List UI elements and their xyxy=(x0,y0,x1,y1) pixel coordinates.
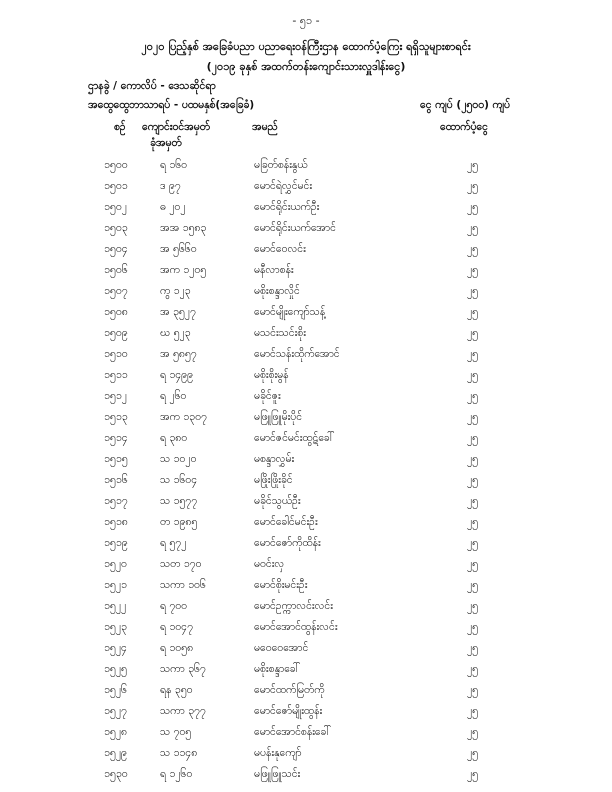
table-row xyxy=(0,409,612,430)
row-number: ၁၅၀၀ xyxy=(104,159,128,171)
table-row xyxy=(0,430,612,451)
row-school-id: အ ၅၆၆၀ xyxy=(160,243,197,255)
row-name: မဝင်းလှ xyxy=(254,558,285,570)
row-number: ၁၅၂၆ xyxy=(104,684,127,696)
document-subtitle: (၂၀၁၉ ခုနှစ် အထက်တန်းကျောင်းသားလှူဒါန်းငွေ) xyxy=(206,60,406,73)
table-row xyxy=(0,577,612,598)
row-name: မစန္ဒာလွှမ်း xyxy=(254,453,295,465)
row-number: ၁၅၁၇ xyxy=(104,495,128,507)
row-number: ၁၅၃၀ xyxy=(104,768,128,780)
row-amount: ၂၅ xyxy=(467,243,479,255)
section-label: အထွေထွေဘာသာရပ် - ပထမနှစ်(အခြေခံ) xyxy=(88,99,255,111)
row-name: မောင်စိုးမင်းဦး xyxy=(254,579,308,591)
row-amount: ၂၅ xyxy=(467,453,479,465)
row-number: ၁၅၂၈ xyxy=(104,726,127,738)
row-name: မစိုးစန္ဒာခေါ် xyxy=(254,663,301,675)
column-header-amount: ထောက်ပံ့ငွေ xyxy=(440,121,488,133)
row-amount: ၂၅ xyxy=(467,411,479,423)
row-name: မောင်ဇော်မျိုးထွန်း xyxy=(254,705,323,717)
table-row xyxy=(0,535,612,556)
row-number: ၁၅၀၆ xyxy=(104,264,128,276)
row-amount: ၂၅ xyxy=(467,474,479,486)
row-amount: ၂၅ xyxy=(467,348,479,360)
row-name: မောင်ဝေလင်း xyxy=(254,243,306,255)
row-school-id: ဃ ၅၂၃ xyxy=(160,327,191,339)
row-number: ၁၅၁၄ xyxy=(104,432,128,444)
row-amount: ၂၅ xyxy=(467,558,479,570)
row-number: ၁၅၁၉ xyxy=(104,537,128,549)
recipient-list xyxy=(0,157,612,787)
row-number: ၁၅၂၅ xyxy=(104,663,127,675)
row-school-id: တ ၁၉၈၅ xyxy=(160,516,198,528)
table-row xyxy=(0,514,612,535)
row-school-id: အအ ၁၅၈၃ xyxy=(160,222,207,234)
table-row xyxy=(0,325,612,346)
table-row xyxy=(0,766,612,787)
table-row xyxy=(0,157,612,178)
table-row xyxy=(0,451,612,472)
table-row xyxy=(0,745,612,766)
row-name: မခိုင်ဇူး xyxy=(254,390,281,402)
row-amount: ၂၅ xyxy=(467,264,479,276)
row-amount: ၂၅ xyxy=(467,621,479,633)
table-row xyxy=(0,682,612,703)
row-school-id: ရ ၁၄၉၉ xyxy=(160,369,193,381)
table-row xyxy=(0,283,612,304)
row-school-id: သကာ ၁၀၆ xyxy=(160,579,206,591)
row-school-id: ဓ ၂၀၂ xyxy=(160,201,186,213)
row-name: မဖြိုးဖြိုးခိုင် xyxy=(254,474,293,486)
row-name: မောင်ထက်မြတ်ကို xyxy=(254,684,325,696)
row-name: မောင်ဥက္ကာလင်းလင်း xyxy=(254,600,333,612)
row-amount: ၂၅ xyxy=(467,222,479,234)
row-number: ၁၅၁၁ xyxy=(104,369,128,381)
row-school-id: ရ ၁၀၅၈ xyxy=(160,642,194,654)
row-school-id: သကာ ၃၆၇ xyxy=(160,663,206,675)
row-number: ၁၅၁၃ xyxy=(104,411,128,423)
row-number: ၁၅၀၁ xyxy=(104,180,128,192)
row-school-id: သ ၁၀၂၀ xyxy=(160,453,197,465)
table-row xyxy=(0,199,612,220)
row-name: မသင်းသင်းစိုး xyxy=(254,327,306,339)
row-amount: ၂၅ xyxy=(467,537,479,549)
row-number: ၁၅၂၀ xyxy=(104,558,127,570)
row-amount: ၂၅ xyxy=(467,495,479,507)
row-number: ၁၅၂၄ xyxy=(104,642,127,654)
row-number: ၁၅၁၂ xyxy=(104,390,127,402)
table-row xyxy=(0,472,612,493)
page-number: - ၅၁ - xyxy=(292,14,320,27)
row-amount: ၂၅ xyxy=(467,600,479,612)
row-school-id: ရ ၁၀၄၇ xyxy=(160,621,193,633)
row-number: ၁၅၂၇ xyxy=(104,705,127,717)
row-amount: ၂၅ xyxy=(467,285,479,297)
row-number: ၁၅၀၃ xyxy=(104,222,128,234)
document-title: ၂၀၂၀ ပြည့်နှစ် အခြေခံပညာ ပညာရေးဝန်ကြီးဌာန ထောက်ပံ့ကြေး ရရှိသူများစာရင်း xyxy=(141,40,471,53)
row-school-id: ရ ၇၀၀ xyxy=(160,600,188,612)
column-header-name: အမည် xyxy=(252,121,278,133)
row-school-id: ရ ၅၇၂ xyxy=(160,537,187,549)
row-number: ၁၅၁၆ xyxy=(104,474,128,486)
amount-label: ငွေ ကျပ် (၂၅၀၀) ကျပ် xyxy=(420,99,511,111)
row-school-id: ရ ၂၆၀ xyxy=(160,390,187,402)
row-number: ၁၅၂၁ xyxy=(104,579,127,591)
row-name: မပန်းနုကျော် xyxy=(254,747,302,759)
row-school-id: အ ၃၅၂၇ xyxy=(160,306,196,318)
column-header-school-id: ကျောင်းဝင်အမှတ် xyxy=(142,121,211,133)
table-row xyxy=(0,640,612,661)
row-name: မဝေဝေအောင် xyxy=(254,642,309,654)
row-school-id: အက ၁၃၀၇ xyxy=(160,411,207,423)
row-amount: ၂၅ xyxy=(467,306,479,318)
row-number: ၁၅၂၉ xyxy=(104,747,127,759)
table-row xyxy=(0,241,612,262)
row-number: ၁၅၀၇ xyxy=(104,285,128,297)
row-name: မောင်အောင်စန်းခေါ် xyxy=(254,726,331,738)
row-name: မဖြူဖြူသင်း xyxy=(254,768,301,780)
row-amount: ၂၅ xyxy=(467,642,479,654)
row-name: မဖြူဖြူမိုးပိုင် xyxy=(254,411,303,423)
row-amount: ၂၅ xyxy=(467,663,479,675)
table-row xyxy=(0,178,612,199)
department-heading: ဌာနခွဲ / ကောလိပ် - ဒေသဆိုင်ရာ xyxy=(88,80,216,92)
row-name: မနီလာစန်း xyxy=(254,264,294,276)
row-name: မောင်ခေါင်မင်းဦး xyxy=(254,516,318,528)
table-row xyxy=(0,619,612,640)
row-amount: ၂၅ xyxy=(467,516,479,528)
table-row xyxy=(0,703,612,724)
row-name: မောင်ရဲလွှင်မင်း xyxy=(254,180,313,192)
row-amount: ၂၅ xyxy=(467,768,479,780)
row-school-id: အက ၁၂၀၅ xyxy=(160,264,207,276)
row-number: ၁၅၁၅ xyxy=(104,453,128,465)
row-school-id: သကာ ၃၇၇ xyxy=(160,705,206,717)
row-number: ၁၅၀၂ xyxy=(104,201,127,213)
row-school-id: ရ ၁၆၀ xyxy=(160,159,188,171)
row-amount: ၂၅ xyxy=(467,579,479,591)
row-name: မောင်ရိုင်းယက်ဦး xyxy=(254,201,320,213)
row-school-id: သ ၇၀၅ xyxy=(160,726,192,738)
row-school-id: အ ၅၈၅၇ xyxy=(160,348,197,360)
row-name: မောင်သန်းထိုက်အောင် xyxy=(254,348,340,360)
row-amount: ၂၅ xyxy=(467,327,479,339)
row-school-id: သ ၁၆၀၄ xyxy=(160,474,198,486)
row-amount: ၂၅ xyxy=(467,201,479,213)
row-amount: ၂၅ xyxy=(467,180,479,192)
table-row xyxy=(0,388,612,409)
row-name: မောင်မျိုးကျော်သန့် xyxy=(254,306,326,318)
row-name: မောင်ဇင်မင်းထွဋ်ခေါ် xyxy=(254,432,335,444)
row-number: ၁၅၀၈ xyxy=(104,306,128,318)
row-school-id: ဒ ၉၇ xyxy=(160,180,181,192)
row-name: မစိုးစန္ဒာလှိုင် xyxy=(254,285,300,297)
row-school-id: ရန ၃၅၀ xyxy=(160,684,193,696)
table-row xyxy=(0,724,612,745)
row-school-id: သ ၁၁၄၈ xyxy=(160,747,198,759)
row-number: ၁၅၁၀ xyxy=(104,348,128,360)
row-amount: ၂၅ xyxy=(467,390,479,402)
row-school-id: ကွ ၁၂၃ xyxy=(160,285,191,297)
row-amount: ၂၅ xyxy=(467,747,479,759)
row-number: ၁၅၂၃ xyxy=(104,621,127,633)
row-school-id: ရ ၃၈၀ xyxy=(160,432,188,444)
row-name: မောင်ဇော်ကိုထိန်း xyxy=(254,537,321,549)
table-row xyxy=(0,367,612,388)
row-name: မခိုင်သွယ်ဦး xyxy=(254,495,301,507)
table-row xyxy=(0,556,612,577)
row-school-id: သတ ၁၇၀ xyxy=(160,558,202,570)
row-school-id: ရ ၁၂၆၀ xyxy=(160,768,193,780)
row-number: ၁၅၀၄ xyxy=(104,243,128,255)
table-row xyxy=(0,262,612,283)
column-header-no: စဉ် xyxy=(114,121,126,133)
table-row xyxy=(0,598,612,619)
row-name: မောင်ရိုင်းယက်အောင် xyxy=(254,222,336,234)
table-row xyxy=(0,493,612,514)
table-row xyxy=(0,220,612,241)
row-amount: ၂၅ xyxy=(467,684,479,696)
row-name: မစိုးစိုးမွန် xyxy=(254,369,289,381)
row-number: ၁၅၂၂ xyxy=(104,600,127,612)
table-row xyxy=(0,304,612,325)
row-number: ၁၅၁၈ xyxy=(104,516,128,528)
row-amount: ၂၅ xyxy=(467,432,479,444)
table-row xyxy=(0,661,612,682)
row-school-id: သ ၁၅၇၇ xyxy=(160,495,198,507)
row-amount: ၂၅ xyxy=(467,159,479,171)
table-row xyxy=(0,346,612,367)
row-amount: ၂၅ xyxy=(467,726,479,738)
row-amount: ၂၅ xyxy=(467,369,479,381)
row-number: ၁၅၀၉ xyxy=(104,327,128,339)
row-name: မခြတ်စန်းနွယ် xyxy=(254,159,308,171)
row-amount: ၂၅ xyxy=(467,705,479,717)
column-header-seat-no: ခုံအမှတ် xyxy=(150,137,182,149)
row-name: မောင်အောင်ထွန်းလင်း xyxy=(254,621,338,633)
